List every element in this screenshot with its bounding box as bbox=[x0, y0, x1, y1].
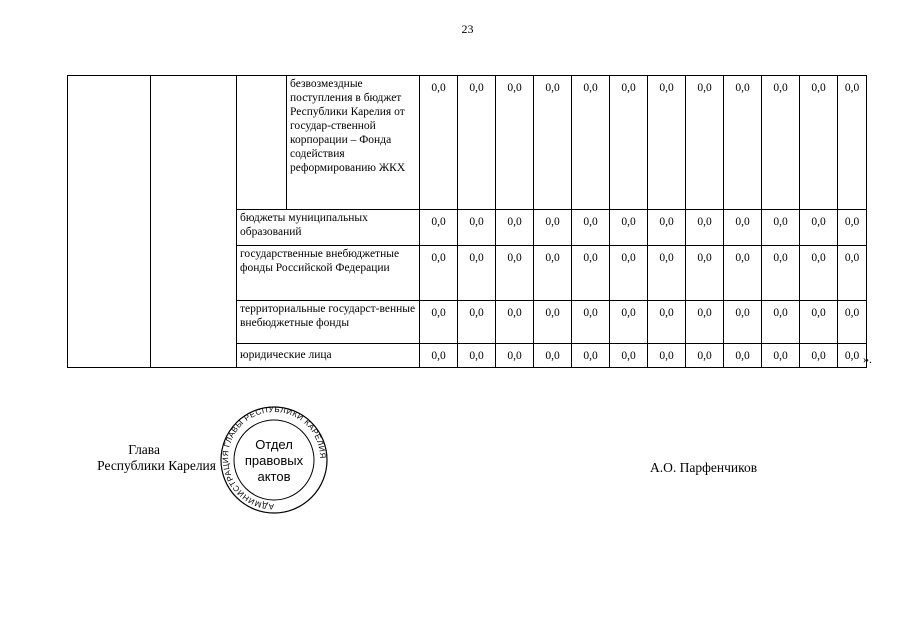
table-cell: 0,0 bbox=[534, 246, 572, 301]
table-cell: 0,0 bbox=[686, 344, 724, 368]
table-cell: 0,0 bbox=[724, 301, 762, 344]
table-cell: 0,0 bbox=[572, 301, 610, 344]
table-cell: 0,0 bbox=[420, 246, 458, 301]
row-label: государственные внебюджетные фонды Российской Федерации bbox=[237, 246, 420, 301]
table-cell: 0,0 bbox=[800, 76, 838, 210]
table-cell: 0,0 bbox=[610, 246, 648, 301]
page-number: 23 bbox=[461, 22, 474, 36]
table-cell: 0,0 bbox=[610, 210, 648, 246]
table-cell: 0,0 bbox=[458, 344, 496, 368]
table-cell: 0,0 bbox=[610, 344, 648, 368]
table-cell: 0,0 bbox=[610, 76, 648, 210]
table-cell: 0,0 bbox=[762, 301, 800, 344]
table-cell: 0,0 bbox=[534, 76, 572, 210]
table-cell: 0,0 bbox=[496, 344, 534, 368]
table-cell: 0,0 bbox=[686, 210, 724, 246]
table-cell: 0,0 bbox=[420, 301, 458, 344]
table-cell: 0,0 bbox=[534, 210, 572, 246]
stamp-line1: Отдел bbox=[255, 437, 293, 452]
official-stamp bbox=[214, 405, 334, 515]
table-row bbox=[68, 76, 867, 210]
table-cell: 0,0 bbox=[648, 344, 686, 368]
table-cell: 0,0 bbox=[762, 210, 800, 246]
empty-cell bbox=[237, 76, 287, 210]
table-cell: 0,0 bbox=[648, 301, 686, 344]
table-cell: 0,0 bbox=[800, 344, 838, 368]
table-cell: 0,0 bbox=[420, 344, 458, 368]
table-cell: 0,0 bbox=[496, 76, 534, 210]
table-cell: 0,0 bbox=[458, 76, 496, 210]
table-cell: 0,0 bbox=[838, 246, 867, 301]
stamp-ring-text: АДМИНИСТРАЦИЯ ГЛАВЫ РЕСПУБЛИКИ КАРЕЛИЯ bbox=[220, 405, 328, 512]
table-cell: 0,0 bbox=[458, 301, 496, 344]
budget-table bbox=[67, 75, 867, 368]
table-cell: 0,0 bbox=[648, 210, 686, 246]
signatory-title bbox=[70, 442, 216, 474]
table-cell: 0,0 bbox=[572, 246, 610, 301]
table-cell: 0,0 bbox=[458, 210, 496, 246]
table-cell: 0,0 bbox=[686, 301, 724, 344]
table-cell: 0,0 bbox=[648, 246, 686, 301]
table-cell: 0,0 bbox=[496, 246, 534, 301]
table-cell: 0,0 bbox=[838, 210, 867, 246]
row-label: безвозмездные поступления в бюджет Республики Карелия от государ-ственной корпорации – Фонда содействия реформированию ЖКХ bbox=[287, 76, 420, 210]
row-label: бюджеты муниципальных образований bbox=[237, 210, 420, 246]
stamp-line2: правовых bbox=[244, 453, 304, 468]
row-label: юридические лица bbox=[237, 344, 420, 368]
row-label: территориальные государст-венные внебюджетные фонды bbox=[237, 301, 420, 344]
table-cell: 0,0 bbox=[572, 210, 610, 246]
table-cell: 0,0 bbox=[496, 301, 534, 344]
table-cell: 0,0 bbox=[420, 210, 458, 246]
table-cell: 0,0 bbox=[724, 76, 762, 210]
table-cell: 0,0 bbox=[420, 76, 458, 210]
table-cell: 0,0 bbox=[762, 246, 800, 301]
table-cell: 0,0 bbox=[534, 301, 572, 344]
signatory-name: А.О. Парфенчиков bbox=[650, 460, 758, 475]
table-cell: 0,0 bbox=[686, 76, 724, 210]
table-cell: 0,0 bbox=[762, 344, 800, 368]
empty-cell bbox=[68, 76, 151, 368]
table-cell: 0,0 bbox=[572, 76, 610, 210]
table-cell: 0,0 bbox=[534, 344, 572, 368]
table-cell: 0,0 bbox=[724, 246, 762, 301]
table-cell: 0,0 bbox=[724, 344, 762, 368]
table-cell: 0,0 bbox=[838, 76, 867, 210]
signatory-title-line1: Глава bbox=[128, 442, 160, 457]
stamp-line3: актов bbox=[257, 469, 291, 484]
table-cell: 0,0 bbox=[724, 210, 762, 246]
table-cell: 0,0 bbox=[800, 301, 838, 344]
table-cell: 0,0 bbox=[648, 76, 686, 210]
table-cell: 0,0 bbox=[800, 246, 838, 301]
closing-quote: ». bbox=[863, 352, 872, 366]
table-cell: 0,0 bbox=[762, 76, 800, 210]
table-cell: 0,0 bbox=[838, 301, 867, 344]
table-cell: 0,0 bbox=[610, 301, 648, 344]
table-cell: 0,0 bbox=[838, 344, 867, 368]
table-cell: 0,0 bbox=[686, 246, 724, 301]
table-cell: 0,0 bbox=[458, 246, 496, 301]
table-cell: 0,0 bbox=[496, 210, 534, 246]
table-cell: 0,0 bbox=[572, 344, 610, 368]
empty-cell bbox=[151, 76, 237, 368]
table-cell: 0,0 bbox=[800, 210, 838, 246]
signatory-title-line2: Республики Карелия bbox=[97, 458, 216, 473]
